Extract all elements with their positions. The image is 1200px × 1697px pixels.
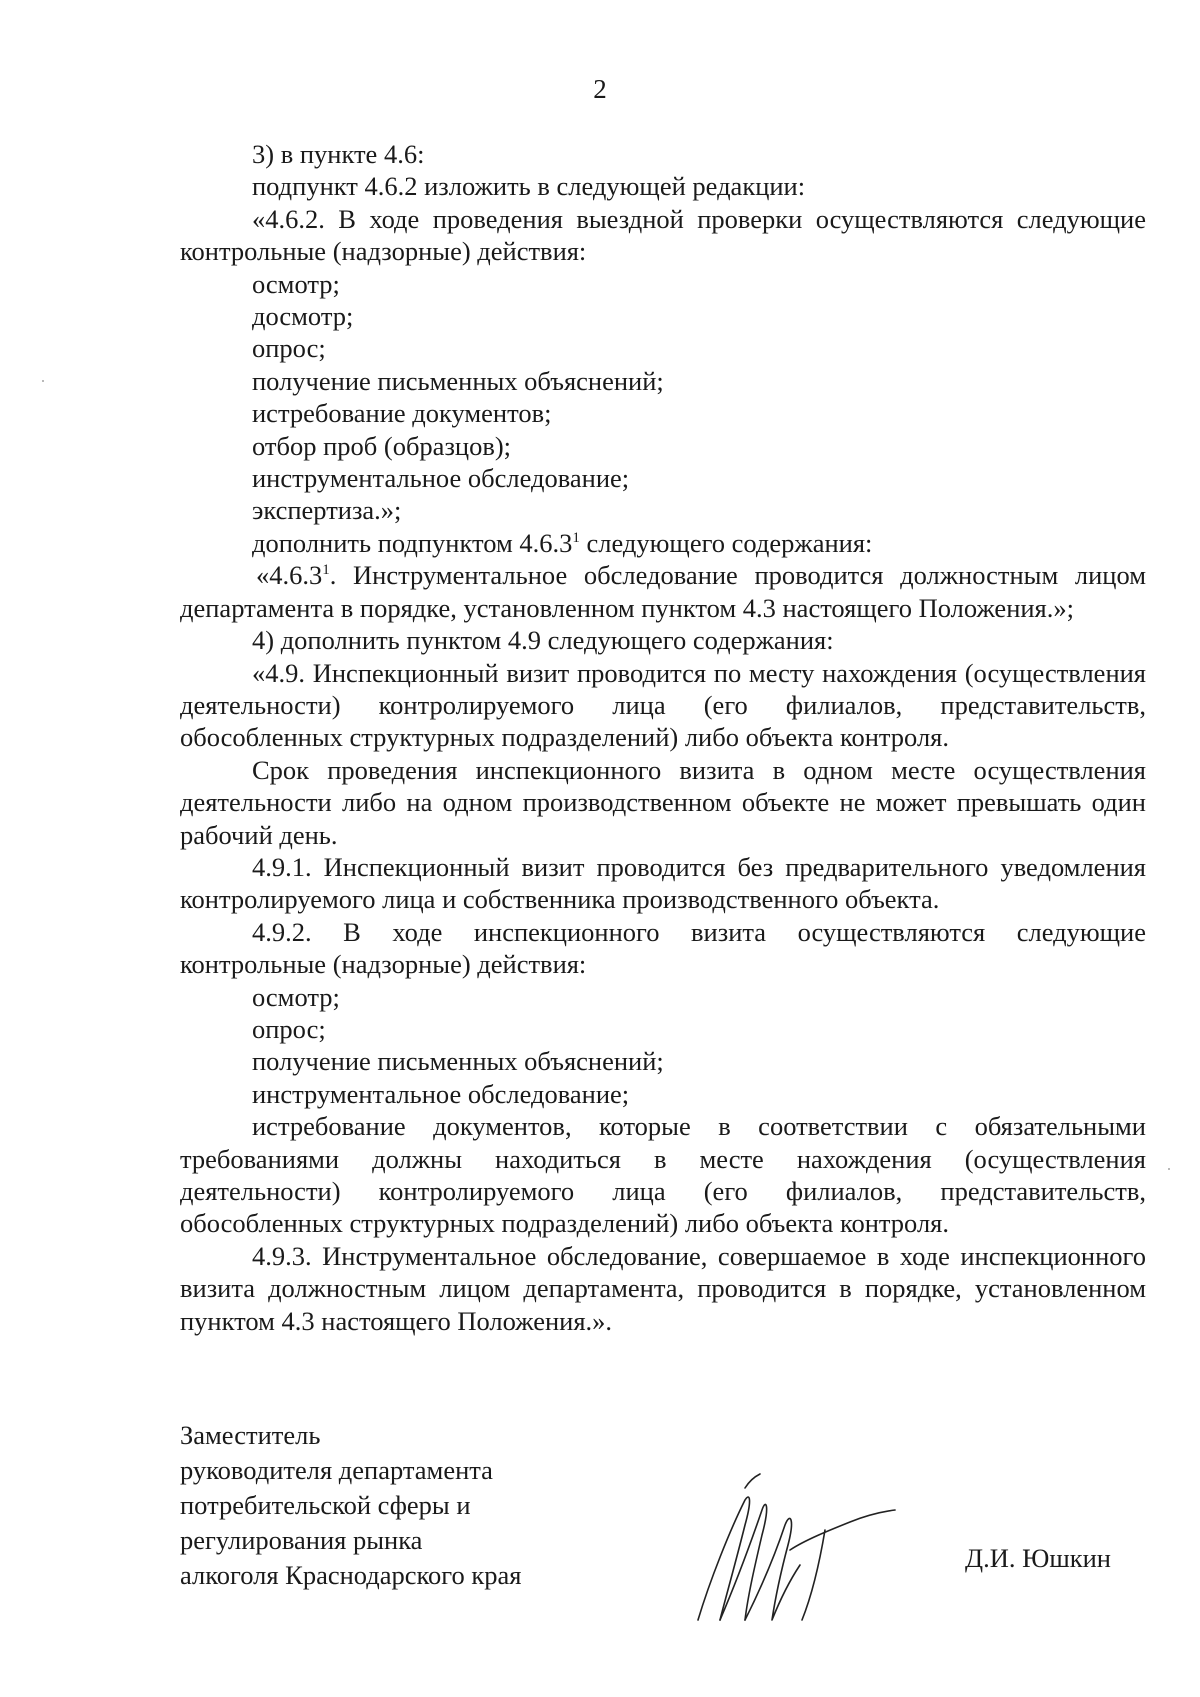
list-item: опрос; bbox=[252, 333, 326, 364]
handwritten-signature bbox=[690, 1470, 910, 1630]
paragraph-4-9-2: 4.9.2. В ходе инспекционного визита осуществляются следующие контрольные (надзорные) действия: bbox=[180, 916, 1146, 980]
position-line: регулирования рынка bbox=[180, 1525, 423, 1555]
list-item: досмотр; bbox=[252, 301, 354, 332]
position-line: руководителя департамента bbox=[180, 1455, 493, 1485]
text-after: следующего содержания: bbox=[579, 527, 873, 558]
list-item: осмотр; bbox=[252, 268, 340, 299]
list-item: получение письменных объяснений; bbox=[252, 365, 664, 396]
paragraph-subpoint-4-6-2-intro: подпункт 4.6.2 изложить в следующей редакции: bbox=[252, 171, 806, 202]
list-item: истребование документов, которые в соответствии с обязательными требованиями должны находиться в месте нахождения (осуществления деятельности) контролируемого лица (его филиалов, представительств, обособленных структурных подразделений) либо объекта контроля. bbox=[180, 1111, 1146, 1239]
scan-artifact bbox=[42, 380, 44, 382]
scan-artifact bbox=[1168, 1168, 1170, 1170]
text-before: дополнить подпунктом 4.6.3 bbox=[252, 527, 573, 558]
paragraph-item-3: 3) в пункте 4.6: bbox=[252, 139, 425, 169]
superscript: 1 bbox=[572, 529, 580, 546]
paragraph-term: Срок проведения инспекционного визита в одном месте осуществления деятельности либо на одном производственном объекте не может превышать один рабочий день. bbox=[180, 754, 1146, 850]
paragraph-4-9: «4.9. Инспекционный визит проводится по месту нахождения (осуществления деятельности) контролируемого лица (его филиалов, представительств, обособленных структурных подразделений) либо объекта контроля. bbox=[180, 657, 1146, 753]
list-item: отбор проб (образцов); bbox=[252, 430, 512, 461]
paragraph-4-9-3: 4.9.3. Инструментальное обследование, совершаемое в ходе инспекционного визита должностным лицом департамента, проводится в порядке, установленном пунктом 4.3 настоящего Положения.». bbox=[180, 1240, 1146, 1336]
position-line: потребительской сферы и bbox=[180, 1490, 471, 1520]
list-item: истребование документов; bbox=[252, 398, 552, 429]
list-item: экспертиза.»; bbox=[252, 495, 402, 526]
signer-name: Д.И. Юшкин bbox=[965, 1543, 1111, 1573]
page-number: 2 bbox=[593, 74, 607, 104]
paragraph-4-9-1: 4.9.1. Инспекционный визит проводится без предварительного уведомления контролируемого лица и собственника производственного объекта. bbox=[180, 851, 1146, 915]
paragraph-add-subpoint-4-6-3-1 bbox=[180, 527, 1146, 559]
signatory-position bbox=[180, 1418, 521, 1593]
list-item: опрос; bbox=[252, 1013, 326, 1044]
document-body bbox=[180, 138, 1146, 1337]
text-before: «4.6.3 bbox=[256, 560, 323, 591]
paragraph-4-6-2: «4.6.2. В ходе проведения выездной проверки осуществляются следующие контрольные (надзорные) действия: bbox=[180, 203, 1146, 267]
list-item: инструментальное обследование; bbox=[252, 463, 630, 494]
position-line: Заместитель bbox=[180, 1420, 321, 1450]
paragraph-4-6-3-1 bbox=[180, 559, 1146, 624]
list-item: получение письменных объяснений; bbox=[252, 1046, 664, 1077]
paragraph-item-4: 4) дополнить пунктом 4.9 следующего содержания: bbox=[252, 625, 834, 656]
superscript: 1 bbox=[322, 562, 330, 579]
list-item: осмотр; bbox=[252, 981, 340, 1012]
position-line: алкоголя Краснодарского края bbox=[180, 1560, 522, 1590]
text-after: . Инструментальное обследование проводится должностным лицом департамента в порядке, установленном пунктом 4.3 настоящего Положения.»; bbox=[180, 560, 1146, 623]
list-item: инструментальное обследование; bbox=[252, 1078, 630, 1109]
